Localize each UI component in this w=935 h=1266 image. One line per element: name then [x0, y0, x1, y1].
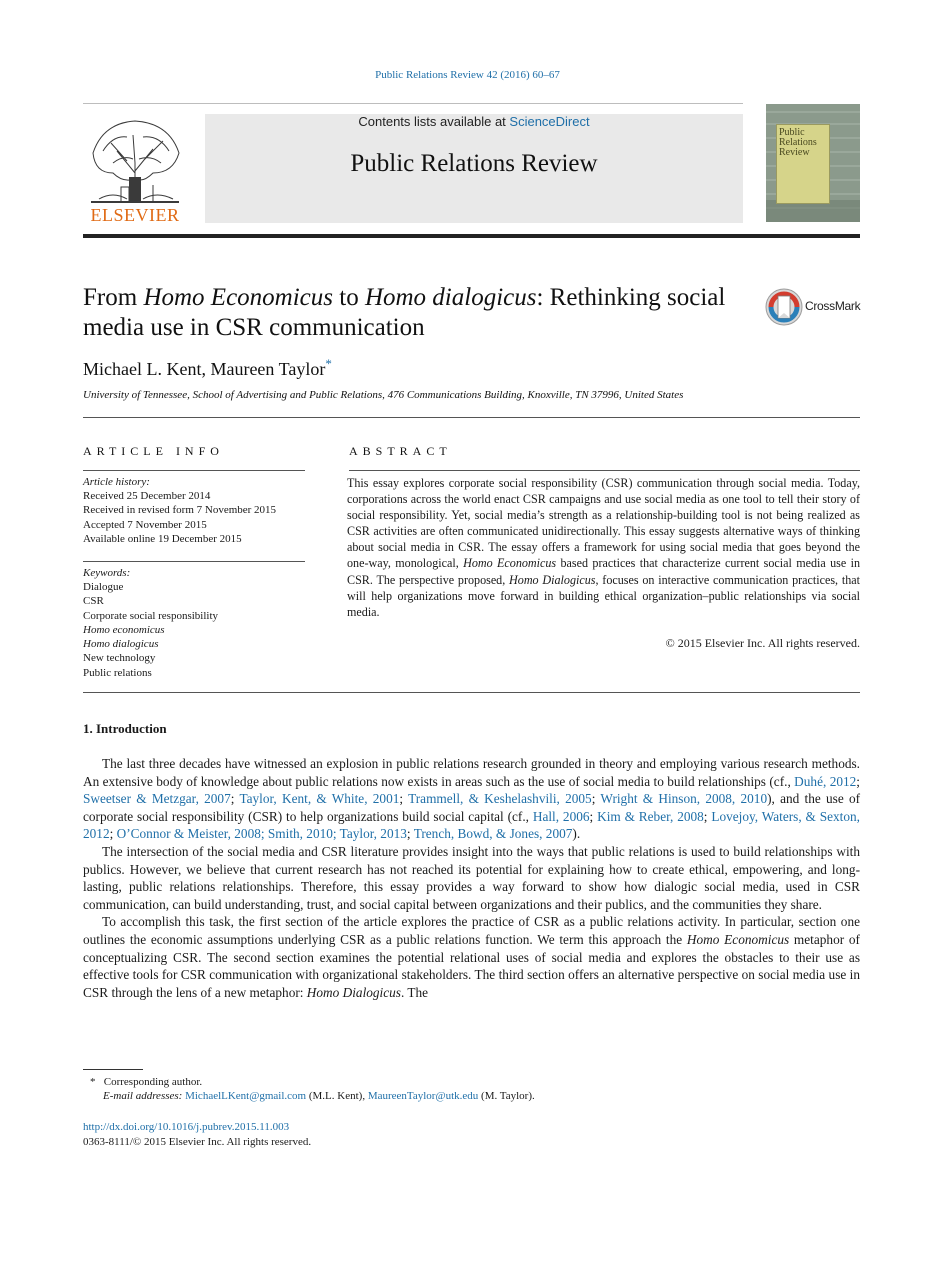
keyword: New technology [83, 652, 156, 665]
journal-title: Public Relations Review [350, 150, 598, 177]
header-bottom-rule [83, 234, 860, 238]
citation-link[interactable]: Duhé, 2012 [794, 773, 857, 789]
footnote-corresponding: * Corresponding author. [90, 1076, 203, 1088]
citation-link[interactable]: Taylor, Kent, & White, 2001 [239, 791, 400, 807]
corresponding-author-mark[interactable]: * [325, 356, 332, 371]
keywords-label: Keywords: [83, 567, 131, 579]
divider [349, 470, 860, 471]
authors: Michael L. Kent, Maureen Taylor [83, 359, 326, 379]
crossmark-label[interactable]: CrossMark [805, 299, 861, 313]
contents-prefix: Contents lists available at [358, 114, 510, 129]
article-history-label: Article history: [83, 476, 150, 488]
email-link-taylor[interactable]: MaureenTaylor@utk.edu [367, 1090, 479, 1102]
paragraph: The intersection of the social media and CSR literature provides insight into the ways that public relations is used to build relationships with publics. However, we believe that current research has not reached its potential for explaining how to create ethical, empowering, and long-lasting, public relations relationships. Therefore, this essay provides a way forward to show how dialogic social media, used in CSR communication, can build understanding, trust, and social capital between organizations and their publics, and the communities they share. [83, 843, 860, 912]
email-link-kent[interactable]: MichaelLKent@gmail.com [185, 1090, 307, 1102]
history-accepted: Accepted 7 November 2015 [83, 518, 207, 531]
journal-cover-thumbnail[interactable] [766, 104, 860, 222]
abstract-heading: ABSTRACT [349, 444, 452, 458]
contents-availability [205, 114, 743, 129]
elsevier-wordmark: ELSEVIER [90, 205, 180, 225]
keyword: Dialogue [83, 581, 124, 593]
citation-link[interactable]: Trammell, & Keshelashvili, 2005 [408, 791, 592, 807]
citation-link[interactable]: Trench, Bowd, & Jones, 2007 [413, 826, 573, 842]
crossmark-icon[interactable] [765, 288, 803, 326]
citation-link[interactable]: Kim & Reber, 2008 [597, 808, 704, 824]
keywords-list [83, 580, 218, 680]
header-top-rule [83, 103, 743, 104]
citation-link[interactable]: Sweetser & Metzgar, 2007 [83, 791, 231, 807]
abstract-text: This essay explores corporate social responsibility (CSR) communication through social media. Today, corporations across the world enact CSR campaigns and use social media as one tool to tell their story of social responsibility. Yet, social media’s strength as a relationship-building tool is not being realized as CSR activities are often communicated unidirectionally. This essay suggests alternative ways of thinking about social media in CSR. The essay offers a framework for using social media that goes beyond the one-way, monological, Homo Economicus based practices that characterize current social media use in CSR. The perspective proposed, Homo Dialogicus, focuses on interactive communication practices, that will help organizations move forward in building ethical organization–public relationships via social media. [347, 476, 861, 619]
keyword: Corporate social responsibility [83, 609, 219, 622]
history-received: Received 25 December 2014 [83, 490, 211, 502]
author-list [83, 356, 332, 380]
article-info-heading: ARTICLE INFO [83, 444, 224, 458]
footnote-emails: E-mail addresses: MichaelLKent@gmail.com (M.L. Kent), MaureenTaylor@utk.edu (M. Taylor). [103, 1090, 535, 1102]
divider [83, 692, 860, 693]
abstract-copyright: © 2015 Elsevier Inc. All rights reserved. [665, 636, 860, 650]
affiliation: University of Tennessee, School of Advertising and Public Relations, 476 Communications Building, Knoxville, TN 37996, United States [83, 389, 684, 401]
citation-link[interactable]: Lovejoy, Waters, & Sexton, 2012 [83, 808, 860, 842]
doi-link[interactable]: http://dx.doi.org/10.1016/j.pubrev.2015.11.003 [83, 1121, 290, 1133]
section-heading-introduction: 1. Introduction [83, 721, 167, 736]
citation-link[interactable]: Wright & Hinson, 2008, 2010 [600, 791, 768, 807]
paragraph: To accomplish this task, the first section of the article explores the practice of CSR as a public relations activity. In particular, section one outlines the economic assumptions underlying CSR as a public relations function. We term this approach the Homo Economicus metaphor of conceptualizing CSR. The second section examines the potential relational uses of social media and explores the obstacles to their use as effective tools for CSR communication with organizational stakeholders. The third section offers an alternative perspective on social media use in CSR through the lens of a new metaphor: Homo Dialogicus. The [83, 914, 860, 1000]
introduction-body [83, 755, 860, 1001]
citation-link[interactable]: Hall, 2006 [532, 808, 590, 824]
keyword: Homo economicus [83, 623, 165, 636]
divider [83, 470, 305, 471]
cover-title: Public Relations Review [779, 127, 817, 158]
sciencedirect-link[interactable]: ScienceDirect [509, 114, 590, 129]
history-online: Available online 19 December 2015 [83, 532, 242, 545]
citation-link[interactable]: O’Connor & Meister, 2008; Smith, 2010; Taylor, 2013 [116, 826, 407, 842]
paragraph: The last three decades have witnessed an explosion in public relations research grounded in theory and employing various research methods. An extensive body of knowledge about public relations now exists in areas such as the use of social media to build relationships (cf., Duhé, 2012; Sweetser & Metzgar, 2007; Taylor, Kent, & White, 2001; Trammell, & Keshelashvili, 2005; Wright & Hinson, 2008, 2010), and the use of corporate social responsibility (CSR) to help organizations build social capital (cf., Hall, 2006; Kim & Reber, 2008; Lovejoy, Waters, & Sexton, 2012; O’Connor & Meister, 2008; Smith, 2010; Taylor, 2013; Trench, Bowd, & Jones, 2007). [83, 756, 861, 842]
history-revised: Received in revised form 7 November 2015 [83, 504, 277, 517]
journal-citation-link[interactable]: Public Relations Review 42 (2016) 60–67 [375, 69, 560, 81]
keyword: Public relations [83, 666, 152, 679]
article-history-list [83, 489, 276, 546]
divider [83, 561, 305, 562]
divider [83, 417, 860, 418]
keyword: CSR [83, 595, 104, 608]
article-title: From Homo Economicus to Homo dialogicus: Rethinking social media use in CSR communication [83, 284, 726, 341]
keyword: Homo dialogicus [83, 638, 159, 651]
footnote-rule [83, 1069, 143, 1070]
issn-copyright: 0363-8111/© 2015 Elsevier Inc. All rights reserved. [83, 1136, 312, 1148]
